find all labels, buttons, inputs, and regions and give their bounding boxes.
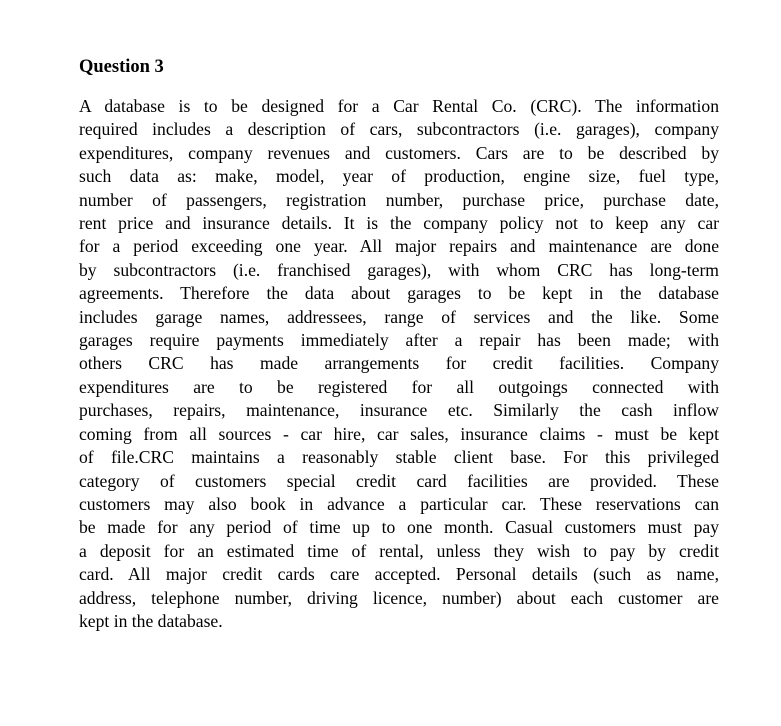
question-title: Question 3 <box>79 57 164 77</box>
body-line-5: number of passengers, registration number, purchase price, purchase date, <box>79 189 719 210</box>
body-line-1: A database is to be designed for a Car Rental Co. (CRC). The information <box>79 96 719 116</box>
body-line-14: purchases, repairs, maintenance, insurance etc. Similarly the cash inflow <box>79 400 719 421</box>
body-line-20: a deposit for an estimated time of rental, unless they wish to pay by credit <box>79 540 719 561</box>
body-line-2: required includes a description of cars, subcontractors (i.e. garages), company <box>79 119 719 140</box>
body-line-3: expenditures, company revenues and customers. Cars are to be described by <box>79 142 719 163</box>
body-line-23: kept in the database. <box>79 610 223 631</box>
body-line-17: category of customers special credit card facilities are provided. These <box>79 470 719 491</box>
question-body <box>79 95 719 633</box>
body-line-11: garages require payments immediately after a repair has been made; with <box>79 330 719 351</box>
body-line-7: for a period exceeding one year. All major repairs and maintenance are done <box>79 236 719 257</box>
body-line-8: by subcontractors (i.e. franchised garages), with whom CRC has long-term <box>79 259 719 280</box>
body-line-18: customers may also book in advance a particular car. These reservations can <box>79 493 719 514</box>
body-line-9: agreements. Therefore the data about garages to be kept in the database <box>79 283 719 304</box>
body-line-4: such data as: make, model, year of production, engine size, fuel type, <box>79 166 719 187</box>
body-line-13: expenditures are to be registered for all outgoings connected with <box>79 376 719 397</box>
body-line-21: card. All major credit cards care accepted. Personal details (such as name, <box>79 564 719 585</box>
body-line-22: address, telephone number, driving licence, number) about each customer are <box>79 587 719 608</box>
body-line-15: coming from all sources - car hire, car sales, insurance claims - must be kept <box>79 423 719 444</box>
body-line-16: of file.CRC maintains a reasonably stable client base. For this privileged <box>79 447 719 468</box>
body-line-12: others CRC has made arrangements for credit facilities. Company <box>79 353 719 374</box>
body-line-19: be made for any period of time up to one month. Casual customers must pay <box>79 517 719 538</box>
body-line-10: includes garage names, addressees, range of services and the like. Some <box>79 306 719 327</box>
body-line-6: rent price and insurance details. It is the company policy not to keep any car <box>79 213 719 234</box>
